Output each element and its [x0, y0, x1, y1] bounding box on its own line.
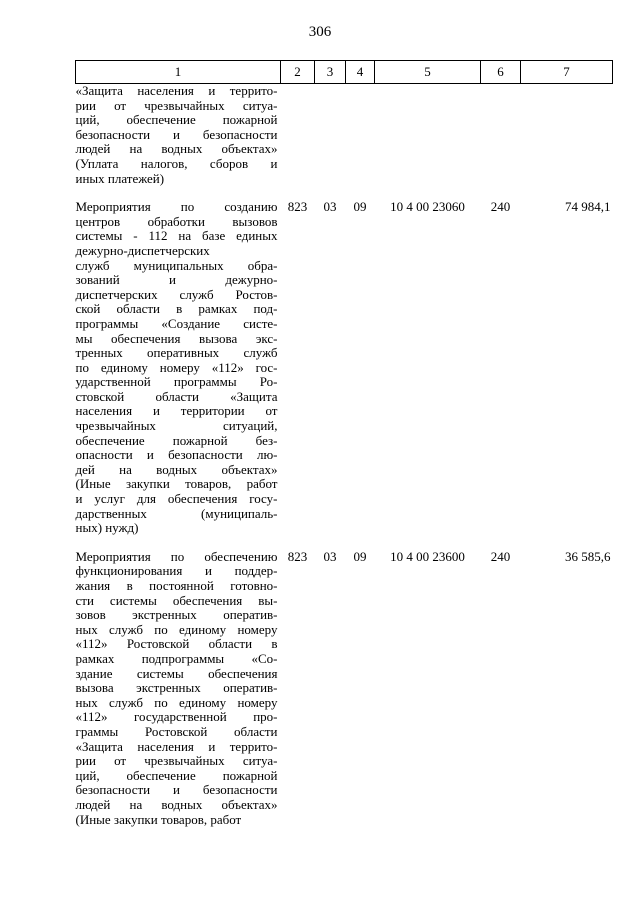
description-line: людей на водных объектах»	[75, 796, 278, 812]
ministry-code: 823	[287, 548, 308, 564]
amount	[521, 84, 613, 201]
description-line: «Защита населения и террито-	[75, 83, 278, 98]
column-header-1: 1	[76, 61, 281, 84]
row-description	[76, 84, 281, 201]
description-line: ных) нужд)	[75, 520, 139, 536]
description-line: Мероприятия по созданию	[75, 199, 278, 215]
header-row	[76, 61, 613, 84]
expense-type-code: 240	[490, 548, 511, 564]
description-line: функционирования и поддер-	[75, 563, 278, 579]
row-description	[76, 550, 281, 841]
column-header-5: 5	[375, 61, 481, 84]
description-line: ударственной программы Ро-	[75, 374, 278, 390]
description-line: зовов экстренных оператив-	[75, 607, 278, 623]
description-line: тренных оперативных служб	[75, 345, 278, 361]
description-line: Мероприятия по обеспечению	[75, 548, 278, 564]
description-line: иных платежей)	[75, 170, 165, 186]
column-header-7: 7	[521, 61, 613, 84]
description-line: системы - 112 на базе единых	[75, 228, 278, 244]
description-line: рии от чрезвычайных ситуа-	[75, 753, 278, 769]
budget-table	[75, 60, 613, 841]
description-line: безопасности и безопасности	[75, 126, 278, 142]
ministry-code	[281, 84, 315, 201]
section-code	[315, 84, 346, 201]
table-row	[76, 84, 613, 201]
description-line: ных служб по единому номеру	[75, 621, 278, 637]
column-header-4: 4	[346, 61, 375, 84]
description-line: опасности и безопасности лю-	[75, 447, 278, 463]
description-line: и услуг для обеспечения госу-	[75, 491, 278, 507]
description-line: служб муниципальных обра-	[75, 257, 278, 273]
column-header-6: 6	[481, 61, 521, 84]
description-line: рии от чрезвычайных ситуа-	[75, 97, 278, 113]
description-line: программы «Создание систе-	[75, 315, 278, 331]
expense-type-code	[481, 84, 521, 201]
description-line: чрезвычайных ситуаций,	[75, 418, 278, 434]
subsection-code: 09	[353, 199, 367, 215]
description-line: диспетчерских служб Ростов-	[75, 286, 278, 302]
description-line: вызова экстренных оператив-	[75, 680, 278, 696]
target-article-code: 10 4 00 23060	[390, 199, 465, 215]
description-line: (Иные закупки товаров, работ	[75, 476, 278, 492]
description-line: сти системы обеспечения вы-	[75, 592, 278, 608]
column-header-2: 2	[281, 61, 315, 84]
description-line: центров обработки вызовов	[75, 213, 278, 229]
expense-type-code: 240	[490, 199, 511, 215]
description-line: «Защита населения и террито-	[75, 738, 278, 754]
section-code: 03	[323, 199, 337, 215]
section-code: 03	[323, 548, 337, 564]
description-line: обеспечение пожарной без-	[75, 432, 278, 448]
table-row	[76, 200, 613, 550]
description-line: зований и дежурно-	[75, 272, 278, 288]
amount: 36 585,6	[565, 548, 611, 564]
description-line: (Уплата налогов, сборов и	[75, 155, 278, 171]
description-line: «112» Ростовской области в	[75, 636, 278, 652]
target-article-code: 10 4 00 23600	[390, 548, 465, 564]
description-line: ций, обеспечение пожарной	[75, 112, 278, 128]
description-line: «112» государственной про-	[75, 709, 278, 725]
description-line: жания в постоянной готовно-	[75, 578, 278, 593]
subsection-code	[346, 84, 375, 201]
description-line: по единому номеру «112» гос-	[75, 359, 278, 375]
description-line: рамках подпрограммы «Со-	[75, 650, 278, 666]
description-line: людей на водных объектах»	[75, 141, 278, 157]
table-row	[76, 550, 613, 841]
description-line: населения и территории от	[75, 403, 278, 419]
description-line: дарственных (муниципаль-	[75, 505, 278, 521]
subsection-code: 09	[353, 548, 367, 564]
description-line: граммы Ростовской области	[75, 723, 278, 739]
page-number: 306	[308, 24, 332, 40]
description-line: безопасности и безопасности	[75, 782, 278, 798]
ministry-code: 823	[287, 199, 308, 215]
description-line: здание системы обеспечения	[75, 665, 278, 681]
amount: 74 984,1	[565, 199, 611, 215]
description-line: ций, обеспечение пожарной	[75, 767, 278, 783]
target-article-code	[375, 84, 481, 201]
description-line: ской области в рамках под-	[75, 301, 278, 317]
description-line: ных служб по единому номеру	[75, 694, 278, 710]
column-header-3: 3	[315, 61, 346, 84]
table-body	[76, 84, 613, 842]
description-line: дей на водных объектах»	[75, 461, 278, 477]
description-line: (Иные закупки товаров, работ	[75, 811, 242, 827]
row-description	[76, 200, 281, 550]
description-line: дежурно-диспетчерских	[75, 242, 210, 258]
description-line: стовской области «Защита	[75, 388, 278, 404]
description-line: мы обеспечения вызова экс-	[75, 330, 278, 346]
